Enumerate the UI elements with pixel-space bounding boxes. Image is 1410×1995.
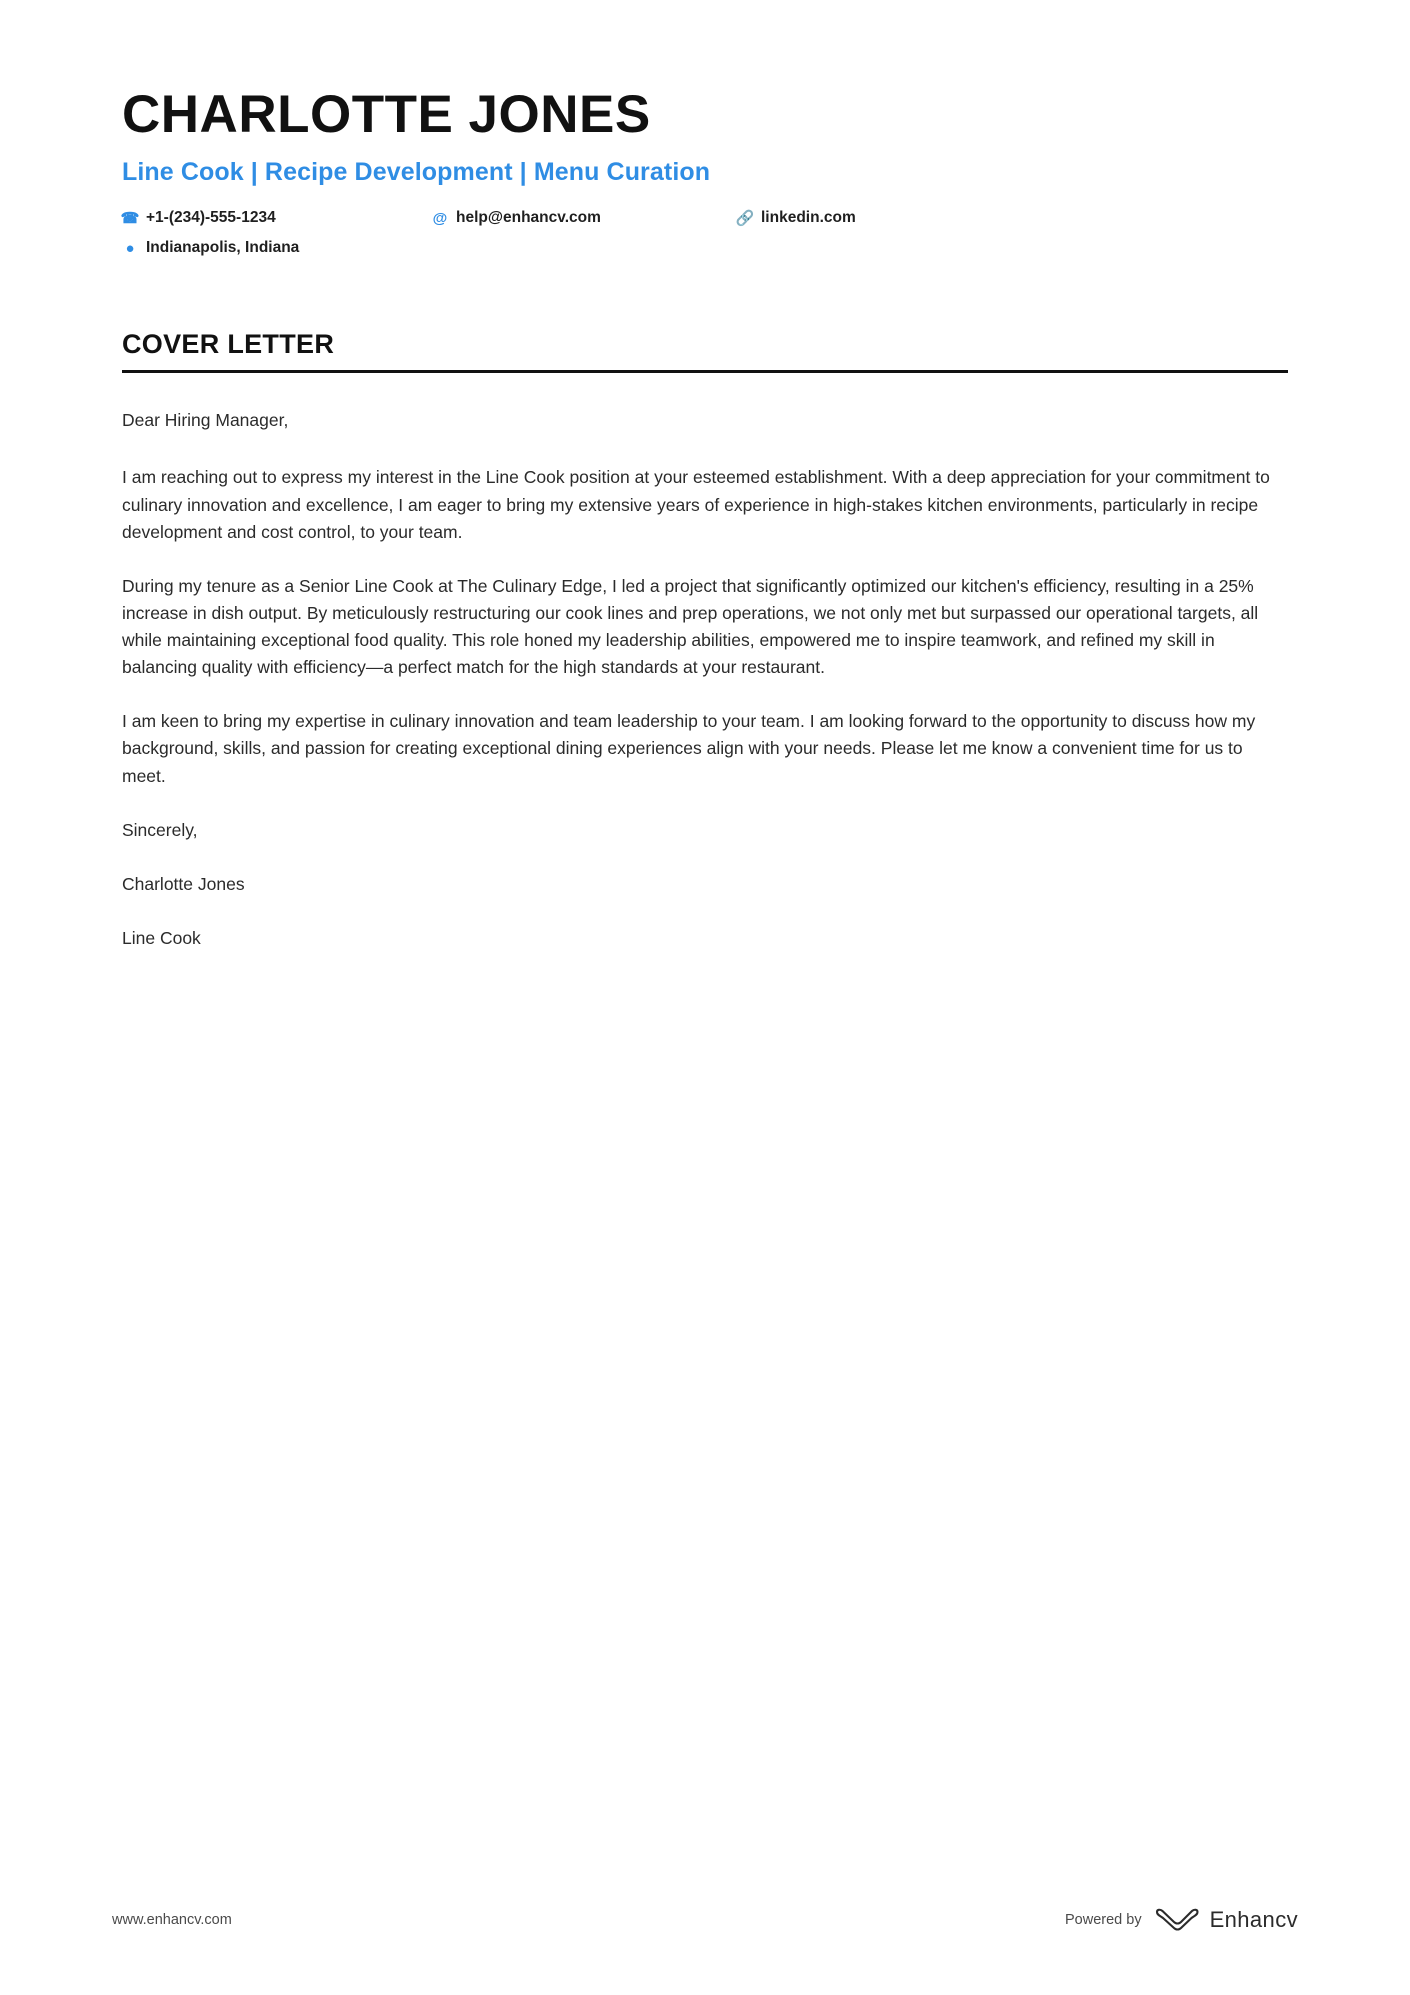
contact-link[interactable] xyxy=(737,209,856,227)
footer-brand xyxy=(1065,1907,1298,1933)
contact-email[interactable] xyxy=(432,209,737,227)
footer-website-url[interactable]: www.enhancv.com xyxy=(112,1912,232,1928)
link-icon: 🔗 xyxy=(735,210,755,228)
cover-letter-section xyxy=(122,329,1288,952)
powered-by-label: Powered by xyxy=(1065,1912,1142,1928)
letter-signature-name: Charlotte Jones xyxy=(122,873,245,894)
location-pin-icon: ● xyxy=(125,239,135,257)
document-header xyxy=(122,0,1288,257)
section-divider xyxy=(122,370,1288,373)
phone-icon: ☎ xyxy=(120,210,140,228)
enhancv-logo-icon xyxy=(1153,1907,1199,1933)
contact-row-secondary xyxy=(122,239,1288,257)
contact-location-label: Indianapolis, Indiana xyxy=(146,239,300,257)
contact-details xyxy=(122,209,1288,257)
contact-location xyxy=(122,239,432,257)
candidate-headline: Line Cook | Recipe Development | Menu Curation xyxy=(122,158,711,187)
section-title: COVER LETTER xyxy=(122,329,335,360)
letter-paragraph-3: I am keen to bring my expertise in culinary innovation and team leadership to your team. I am looking forward to the opportunity to discuss how my background, skills, and passion for creating exceptional dining experiences align with your needs. Please let me know a convenient time for us to meet. xyxy=(122,711,1256,786)
contact-row-primary xyxy=(122,209,1288,227)
letter-body xyxy=(122,407,1288,952)
contact-phone-label: +1-(234)-555-1234 xyxy=(146,209,276,227)
letter-paragraph-1: I am reaching out to express my interest in the Line Cook position at your esteemed establishment. With a deep appreciation for your commitment to culinary innovation and excellence, I am eager to bring my extensive years of experience in high-stakes kitchen environments, particularly in recipe development and cost control, to your team. xyxy=(122,467,1270,542)
letter-signature-title: Line Cook xyxy=(122,927,201,948)
letter-paragraph-2: During my tenure as a Senior Line Cook at The Culinary Edge, I led a project that significantly optimized our kitchen's efficiency, resulting in a 25% increase in dish output. By meticulously restructuring our cook lines and prep operations, we not only met but surpassed our operational targets, all while maintaining exceptional food quality. This role honed my leadership abilities, empowered me to inspire teamwork, and refined my skill in balancing quality with efficiency—a perfect match for the high standards at your restaurant. xyxy=(122,575,1259,678)
brand-name: Enhancv xyxy=(1209,1907,1298,1932)
contact-phone[interactable] xyxy=(122,209,432,227)
letter-salutation: Dear Hiring Manager, xyxy=(122,410,289,431)
candidate-name: CHARLOTTE JONES xyxy=(122,85,651,144)
document-footer xyxy=(112,1907,1298,1933)
email-icon: @ xyxy=(432,209,448,227)
letter-closing: Sincerely, xyxy=(122,819,198,840)
contact-link-label: linkedin.com xyxy=(761,209,856,227)
contact-email-label: help@enhancv.com xyxy=(456,209,601,227)
